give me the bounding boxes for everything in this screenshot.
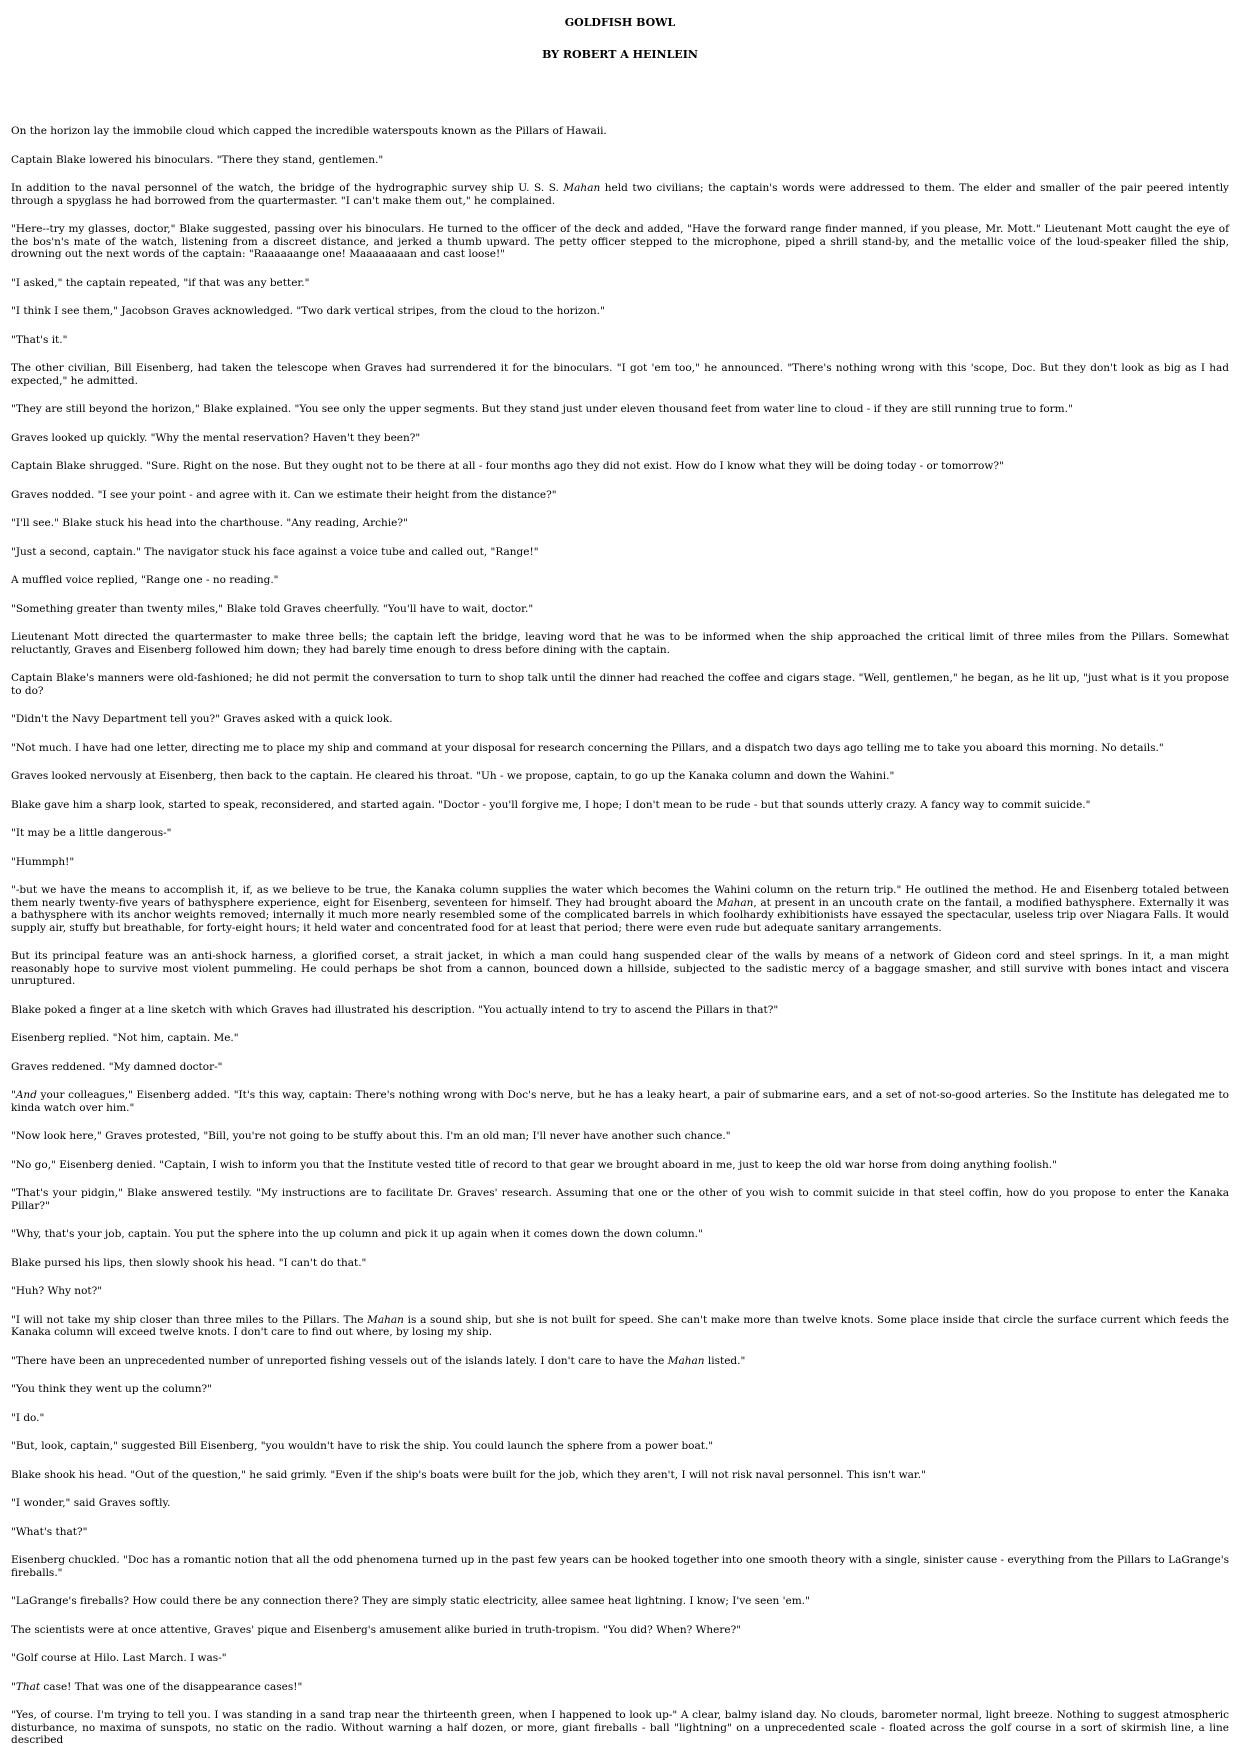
paragraph-text: "No go," Eisenberg denied. "Captain, I wish to inform you that the Institute vested title of record to that gear we brought aboard in me, just to keep the old war horse from doing anything foolish." <box>11 1158 1057 1171</box>
story-paragraph <box>11 182 1229 207</box>
story-paragraph <box>11 223 1229 261</box>
story-paragraph <box>11 432 1229 445</box>
story-paragraph <box>11 1004 1229 1017</box>
story-paragraph <box>11 1355 1229 1368</box>
paragraph-text: Captain Blake lowered his binoculars. "There they stand, gentlemen." <box>11 153 384 166</box>
paragraph-text: "Hummph!" <box>11 855 75 868</box>
paragraph-text: is a sound ship, but she is not built for speed. She can't make more than twelve knots. Some place inside that circle the surface current which feeds the Kanaka column will exceed twelve knots. I don't care to find out where, by losing my ship. <box>11 1313 1230 1338</box>
paragraph-text: "Yes, of course. I'm trying to tell you. I was standing in a sand trap near the thirteenth green, when I happened to look up-" A clear, balmy island day. No clouds, barometer normal, light breeze. Nothing to suggest atmospheric disturbance, no maxima of sunspots, no static on the radio. Without warning a half dozen, or more, giant fireballs - ball "lightning" on a unprecedented scale - floated across the golf course in a sort of skirmish line, a line described <box>11 1709 1229 1746</box>
story-paragraph <box>11 1159 1229 1172</box>
paragraph-text: "There have been an unprecedented number of unreported fishing vessels out of the islands lately. I don't care to have the <box>11 1354 668 1367</box>
story-paragraph <box>11 460 1229 473</box>
story-paragraph <box>11 1314 1229 1339</box>
italic-text: Mahan <box>367 1313 404 1326</box>
story-paragraph <box>11 631 1229 656</box>
paragraph-text: " <box>11 1089 16 1101</box>
story-paragraph <box>11 1061 1229 1074</box>
story-paragraph <box>11 950 1229 988</box>
paragraph-text: case! That was one of the disappearance cases!" <box>40 1680 303 1693</box>
story-paragraph <box>11 742 1229 755</box>
story-paragraph <box>11 517 1229 530</box>
story-paragraph <box>11 403 1229 416</box>
paragraph-text: "What's that?" <box>11 1525 88 1538</box>
paragraph-text: "Here--try my glasses, doctor," Blake suggested, passing over his binoculars. He turned to the officer of the deck and added, "Have the forward range finder manned, if you please, Mr. Mott." Lieutenant Mott caught the eye of the bos'n's mate of the watch, listening from a discreet distance, and jerked a thumb upward. The petty officer stepped to the microphone, piped a shrill stand-by, and the metallic voice of the loud-speaker filled the ship, drowning out the next words of the captain: "Raaaaaange one! Maaaaaaaan and cast loose!" <box>11 223 1229 260</box>
paragraph-text: "I will not take my ship closer than three miles to the Pillars. The <box>11 1313 368 1326</box>
story-paragraph <box>11 672 1229 697</box>
paragraph-text: "Just a second, captain." The navigator stuck his face against a voice tube and called out, "Range!" <box>11 545 539 558</box>
story-paragraph <box>11 1089 1229 1114</box>
story-paragraph <box>11 125 1229 138</box>
paragraph-text: Blake shook his head. "Out of the question," he said grimly. "Even if the ship's boats were built for the job, which they aren't, I will not risk naval personnel. This isn't war." <box>11 1468 926 1481</box>
story-paragraph <box>11 489 1229 502</box>
paragraph-text: Captain Blake's manners were old-fashioned; he did not permit the conversation to turn to shop talk until the dinner had reached the coffee and cigars stage. "Well, gentlemen," he began, as he lit up, "just what is it you propose to do? <box>11 672 1229 697</box>
story-paragraph <box>11 154 1229 167</box>
story-paragraph <box>11 884 1229 934</box>
paragraph-text: "Huh? Why not?" <box>11 1285 103 1297</box>
story-paragraph <box>11 799 1229 812</box>
paragraph-text: "I do." <box>11 1411 45 1424</box>
story-paragraph <box>11 1469 1229 1482</box>
story-paragraph <box>11 1440 1229 1453</box>
story-paragraph <box>11 546 1229 559</box>
document-byline: BY ROBERT A HEINLEIN <box>542 48 698 61</box>
story-paragraph <box>11 574 1229 587</box>
story-paragraph <box>11 277 1229 290</box>
paragraph-text: Graves reddened. "My damned doctor-" <box>11 1060 223 1073</box>
story-paragraph <box>11 1497 1229 1510</box>
story-paragraph <box>11 1187 1229 1212</box>
story-paragraph <box>11 827 1229 840</box>
story-paragraph <box>11 1412 1229 1425</box>
story-paragraph <box>11 1652 1229 1665</box>
italic-text: Mahan <box>716 896 754 909</box>
story-paragraph <box>11 1130 1229 1143</box>
italic-text: That <box>15 1680 41 1693</box>
story-paragraph <box>11 856 1229 869</box>
paragraph-text: Captain Blake shrugged. "Sure. Right on the nose. But they ought not to be there at all - four months ago they did not exist. How do I know what they will be doing today - or tomorrow?" <box>11 460 1004 472</box>
paragraph-text: "I wonder," said Graves softly. <box>11 1497 171 1509</box>
paragraph-text: listed." <box>704 1354 746 1367</box>
paragraph-text: "They are still beyond the horizon," Blake explained. "You see only the upper segments. But they stand just under eleven thousand feet from water line to cloud - if they are still running true to form." <box>11 403 1073 415</box>
story-paragraph <box>11 1526 1229 1539</box>
paragraph-text: Graves nodded. "I see your point - and agree with it. Can we estimate their height from the distance?" <box>11 488 557 501</box>
story-paragraph <box>11 713 1229 726</box>
paragraph-text: "-but we have the means to accomplish it, if, as we believe to be true, the Kanaka column supplies the water which becomes the Wahini column on the return trip." He outlined the method. He and Eisenberg totaled between them nearly twenty-five years of bathysphere experience, eight for Eisenberg, seventeen for himself. They had brought aboard the <box>11 884 1229 909</box>
italic-text: And <box>15 1089 37 1101</box>
italic-text: Mahan <box>667 1354 705 1367</box>
paragraph-text: "Something greater than twenty miles," Blake told Graves cheerfully. "You'll have to wait, doctor." <box>11 602 534 615</box>
story-paragraph <box>11 1624 1229 1637</box>
paragraph-text: "I asked," the captain repeated, "if that was any better." <box>11 276 310 289</box>
paragraph-text: "Not much. I have had one letter, directing me to place my ship and command at your disposal for research concerning the Pillars, and a dispatch two days ago telling me to take you aboard this morning. No details." <box>11 741 1164 754</box>
paragraph-text: "I'll see." Blake stuck his head into the charthouse. "Any reading, Archie?" <box>11 517 408 529</box>
paragraph-text: held two civilians; the captain's words were addressed to them. The elder and smaller of the pair peered intently through a spyglass he had borrowed from the quartermaster. "I can't make them out," he complained. <box>11 182 1229 207</box>
paragraph-text: "Golf course at Hilo. Last March. I was-" <box>11 1652 227 1664</box>
story-paragraph <box>11 1554 1229 1579</box>
story-paragraph <box>11 1681 1229 1694</box>
paragraph-text: "You think they went up the column?" <box>11 1383 212 1395</box>
story-paragraph <box>11 770 1229 783</box>
paragraph-text: "I think I see them," Jacobson Graves acknowledged. "Two dark vertical stripes, from the cloud to the horizon." <box>11 305 605 317</box>
paragraph-text: "Now look here," Graves protested, "Bill, you're not going to be stuffy about this. I'm an old man; I'll never have another such chance." <box>11 1130 731 1142</box>
paragraph-text: Blake gave him a sharp look, started to speak, reconsidered, and started again. "Doctor - you'll forgive me, I hope; I don't mean to be rude - but that sounds utterly crazy. A fancy way to commit suicide." <box>11 798 1091 811</box>
story-paragraph <box>11 1228 1229 1241</box>
paragraph-text: But its principal feature was an anti-shock harness, a glorified corset, a strait jacket, in which a man could hang suspended clear of the walls by means of a network of Gideon cord and steel springs. In it, a man might reasonably hope to survive most violent pummeling. He could perhaps be shot from a cannon, bounced down a hillside, subjected to the sadistic mercy of a baggage smasher, and still survive with bones intact and viscera unruptured. <box>11 950 1229 987</box>
paragraph-text: "LaGrange's fireballs? How could there be any connection there? They are simply static electricity, allee samee heat lightning. I know; I've seen 'em." <box>11 1595 810 1607</box>
story-paragraph <box>11 1383 1229 1396</box>
story-paragraph <box>11 305 1229 318</box>
story-paragraph <box>11 1285 1229 1298</box>
story-body <box>11 125 1229 1747</box>
paragraph-text: Eisenberg replied. "Not him, captain. Me." <box>11 1032 239 1044</box>
paragraph-text: On the horizon lay the immobile cloud which capped the incredible waterspouts known as the Pillars of Hawaii. <box>11 125 607 137</box>
paragraph-text: Blake pursed his lips, then slowly shook his head. "I can't do that." <box>11 1256 367 1269</box>
paragraph-text: Lieutenant Mott directed the quartermaster to make three bells; the captain left the bridge, leaving word that he was to be informed when the ship approached the critical limit of three miles from the Pillars. Somewhat reluctantly, Graves and Eisenberg followed him down; they had barely time enough to dress before dining with the captain. <box>11 631 1229 656</box>
story-paragraph <box>11 334 1229 347</box>
story-paragraph <box>11 362 1229 387</box>
paragraph-text: "That's it." <box>11 333 68 346</box>
story-paragraph <box>11 603 1229 616</box>
document-title: GOLDFISH BOWL <box>564 16 676 29</box>
story-paragraph <box>11 1709 1229 1747</box>
paragraph-text: "That's your pidgin," Blake answered testily. "My instructions are to facilitate Dr. Graves' research. Assuming that one or the other of you wish to commit suicide in that steel coffin, how do you propose to enter the Kanaka Pillar?" <box>11 1187 1229 1212</box>
paragraph-text: Graves looked up quickly. "Why the mental reservation? Haven't they been?" <box>11 431 421 444</box>
paragraph-text: " <box>11 1680 16 1693</box>
paragraph-text: Eisenberg chuckled. "Doc has a romantic notion that all the odd phenomena turned up in the past few years can be hooked together into one smooth theory with a single, sinister cause - everything from the Pillars to LaGrange's fireballs." <box>11 1554 1229 1579</box>
paragraph-text: your colleagues," Eisenberg added. "It's this way, captain: There's nothing wrong with Doc's nerve, but he has a leaky heart, a pair of submarine ears, and a set of not-so-good arteries. So the Institute has delegated me to kinda watch over him." <box>11 1089 1229 1114</box>
paragraph-text: In addition to the naval personnel of the watch, the bridge of the hydrographic survey ship U. S. S. <box>11 182 564 194</box>
paragraph-text: , at present in an uncouth crate on the fantail, a modified bathysphere. Externally it was a bathysphere with its anchor weights removed; internally it much more nearly resembled some of the complicated barrels in which foolhardy exhibitionists have essayed the spectacular, useless trip over Niagara Falls. It would supply air, stuffy but breathable, for forty-eight hours; it held water and concentrated food for at least that period; there were even rude but adequate sanitary arrangements. <box>11 896 1229 934</box>
story-paragraph <box>11 1595 1229 1608</box>
paragraph-text: The other civilian, Bill Eisenberg, had taken the telescope when Graves had surrendered it for the binoculars. "I got 'em too," he announced. "There's nothing wrong with this 'scope, Doc. But they don't look as big as I had expected," he admitted. <box>11 362 1229 387</box>
paragraph-text: "Didn't the Navy Department tell you?" Graves asked with a quick look. <box>11 713 393 725</box>
paragraph-text: "But, look, captain," suggested Bill Eisenberg, "you wouldn't have to risk the ship. You could launch the sphere from a power boat." <box>11 1440 714 1452</box>
paragraph-text: "It may be a little dangerous-" <box>11 827 172 839</box>
story-paragraph <box>11 1257 1229 1270</box>
italic-text: Mahan <box>563 182 601 194</box>
paragraph-text: Blake poked a finger at a line sketch with which Graves had illustrated his description. "You actually intend to try to ascend the Pillars in that?" <box>11 1003 779 1016</box>
paragraph-text: "Why, that's your job, captain. You put the sphere into the up column and pick it up again when it comes down the down column." <box>11 1228 703 1240</box>
paragraph-text: Graves looked nervously at Eisenberg, then back to the captain. He cleared his throat. "Uh - we propose, captain, to go up the Kanaka column and down the Wahini." <box>11 770 895 782</box>
paragraph-text: A muffled voice replied, "Range one - no reading." <box>11 574 279 586</box>
paragraph-text: The scientists were at once attentive, Graves' pique and Eisenberg's amusement alike buried in truth-tropism. "You did? When? Where?" <box>11 1623 742 1636</box>
story-paragraph <box>11 1032 1229 1045</box>
